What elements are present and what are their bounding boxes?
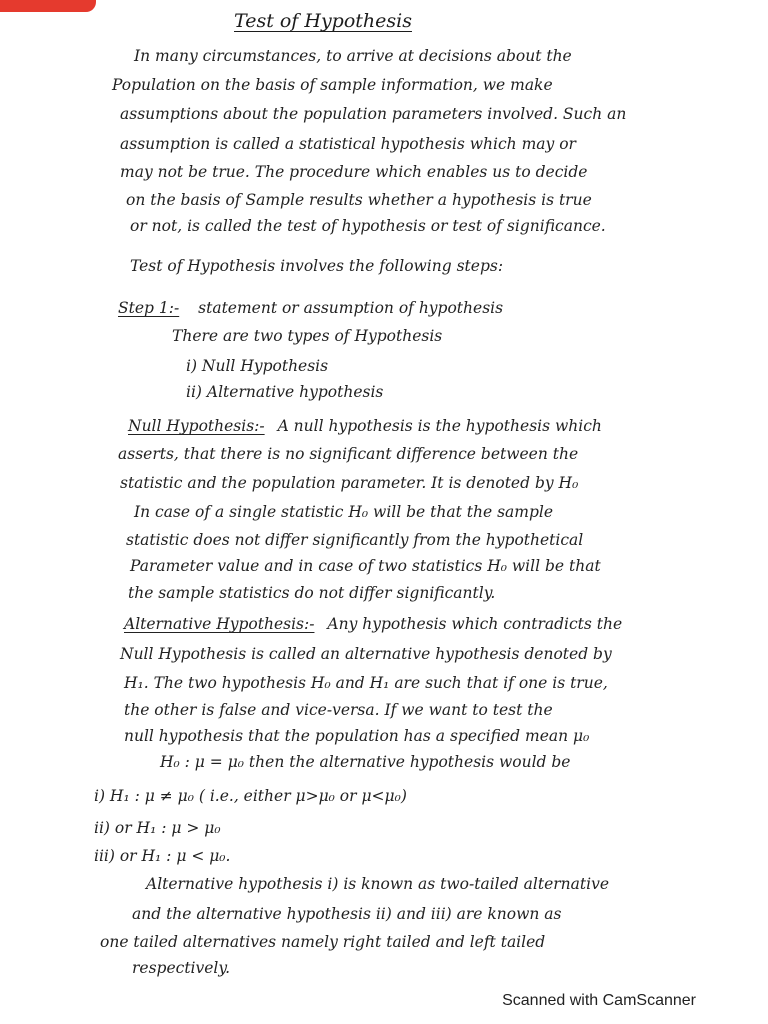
alt-first-row [124,614,622,634]
closing-line: and the alternative hypothesis ii) and iii) are known as [132,905,562,923]
alt-line: null hypothesis that the population has a specified mean μ₀ [124,727,590,745]
case-item: i) H₁ : μ ≠ μ₀ ( i.e., either μ>μ₀ or μ<μ₀) [94,787,407,805]
case-item: iii) or H₁ : μ < μ₀. [94,847,231,865]
null-line: statistic does not differ significantly from the hypothetical [126,531,584,549]
type-item: i) Null Hypothesis [186,357,329,375]
scanner-watermark: Scanned with CamScanner [502,992,696,1009]
step1-row [118,298,503,318]
intro-line: assumptions about the population parameters involved. Such an [120,105,627,123]
closing-line: one tailed alternatives namely right tailed and left tailed [100,933,546,951]
closing-line: respectively. [132,959,231,977]
null-line: statistic and the population parameter. It is denoted by H₀ [120,474,579,492]
case-item: ii) or H₁ : μ > μ₀ [94,819,221,837]
alternative-hypothesis-label: Alternative Hypothesis:- [124,615,315,633]
intro-line: or not, is called the test of hypothesis or test of significance. [130,217,606,235]
null-hypothesis-label: Null Hypothesis:- [128,417,265,435]
alt-line: Any hypothesis which contradicts the [327,615,623,633]
type-item: ii) Alternative hypothesis [186,383,384,401]
closing-line: Alternative hypothesis i) is known as two-tailed alternative [146,875,609,893]
intro-line: on the basis of Sample results whether a hypothesis is true [126,191,592,209]
null-line: asserts, that there is no significant difference between the [118,445,579,463]
steps-intro: Test of Hypothesis involves the following steps: [130,257,504,275]
null-line: the sample statistics do not differ significantly. [128,584,496,602]
null-first-row [128,416,602,436]
intro-line: Population on the basis of sample information, we make [112,76,553,94]
step1-text: statement or assumption of hypothesis [198,299,504,317]
intro-line: may not be true. The procedure which enables us to decide [120,163,588,181]
alt-line: H₁. The two hypothesis H₀ and H₁ are such that if one is true, [124,674,608,692]
null-line: In case of a single statistic H₀ will be that the sample [134,503,554,521]
intro-line: assumption is called a statistical hypothesis which may or [120,135,576,153]
alt-line: Null Hypothesis is called an alternative hypothesis denoted by [120,645,612,663]
null-line: A null hypothesis is the hypothesis which [277,417,602,435]
step1-label: Step 1:- [118,299,180,317]
null-line: Parameter value and in case of two statistics H₀ will be that [130,557,601,575]
intro-line: In many circumstances, to arrive at decisions about the [134,47,572,65]
page-title: Test of Hypothesis [234,10,412,32]
types-intro: There are two types of Hypothesis [172,327,443,345]
alt-line: H₀ : μ = μ₀ then the alternative hypothesis would be [160,753,571,771]
alt-line: the other is false and vice-versa. If we want to test the [124,701,553,719]
